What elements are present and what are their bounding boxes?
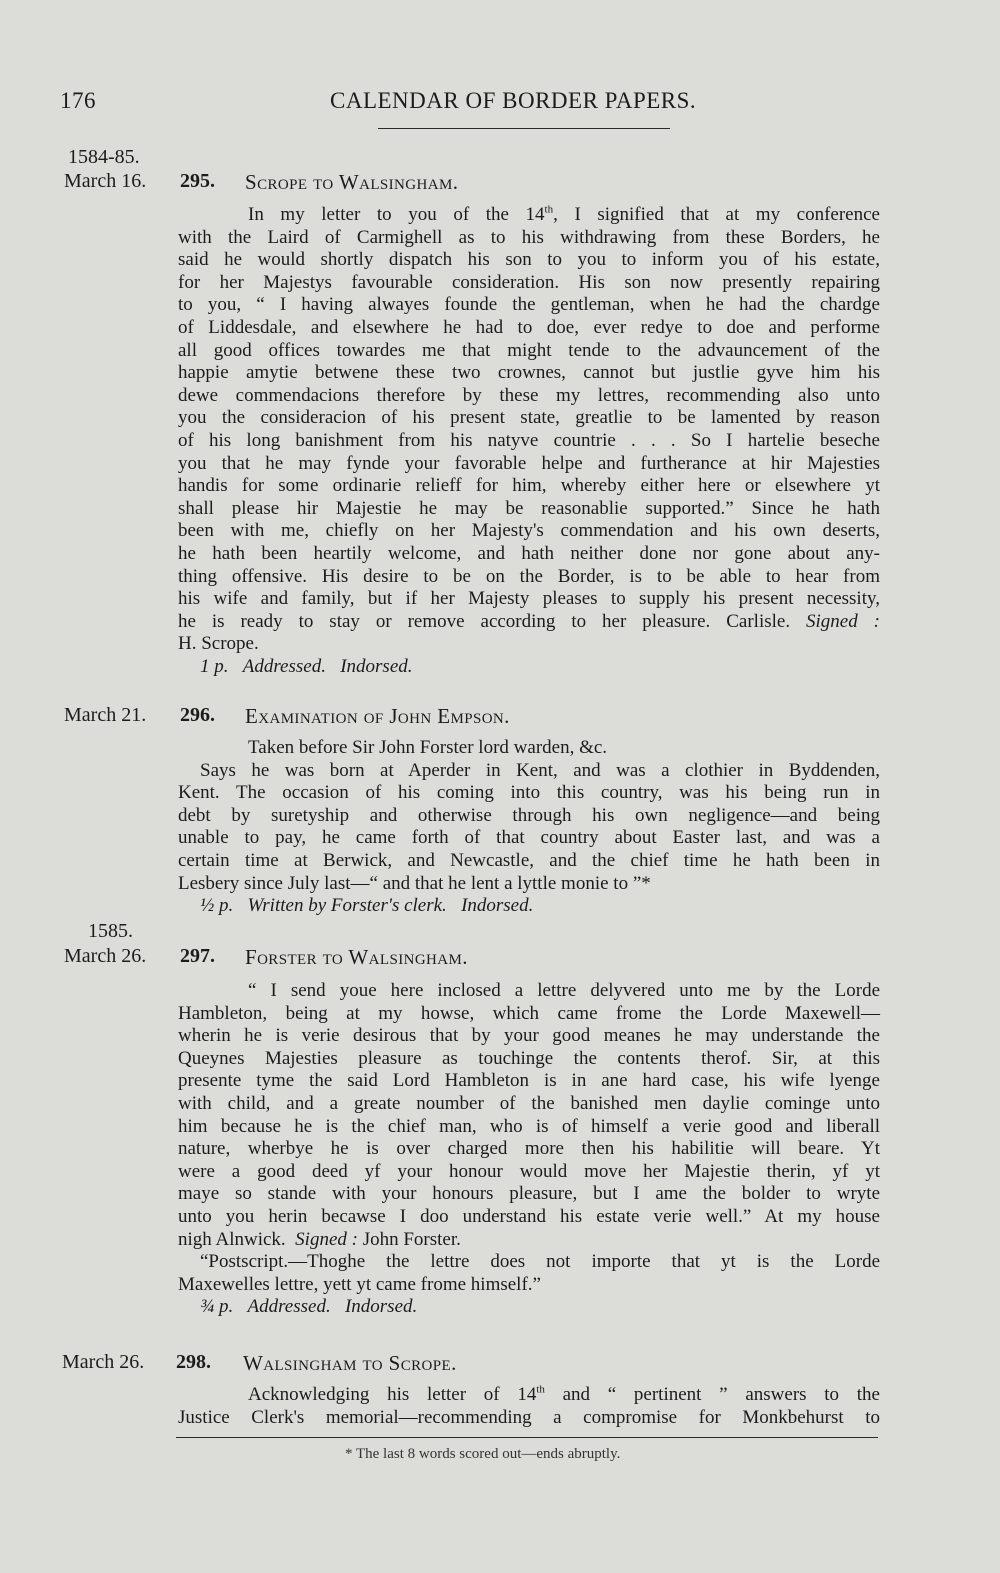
text-line: him because he is the chief man, who is of himself a verie good and liberall (178, 1115, 880, 1137)
text-line: wherin he is verie desirous that by your good meanes he may understande the (178, 1025, 880, 1047)
text-line: maye so stande with your honours pleasure, but I ame the bolder to wryte (178, 1183, 880, 1205)
text-line: Says he was born at Aperder in Kent, and was a clothier in Byddenden, (200, 759, 880, 781)
text-line: debt by suretyship and otherwise through his own negligence—and being (178, 804, 880, 826)
entry-number: 297. (180, 945, 215, 967)
entry-meta (178, 1296, 880, 1319)
footnote: * The last 8 words scored out—ends abruptly. (345, 1446, 621, 1462)
entry-title: Forster to Walsingham. (245, 945, 468, 969)
text-line: happie amytie betwene these two crownes, cannot but justlie gyve him his (178, 362, 880, 384)
text-line: shall please hir Majestie he may be reasonablie supported.” Since he hath (178, 497, 880, 519)
signed-label: Signed : (806, 610, 881, 632)
entry-body (178, 1384, 880, 1429)
text-line: he hath been heartily welcome, and hath neither done nor gone about any- (178, 542, 880, 564)
meta-note: Written by Forster's clerk. (247, 895, 447, 917)
meta-size: ¾ p. (200, 1296, 234, 1318)
meta-note: Indorsed. (340, 655, 413, 677)
entry-date: March 21. (64, 704, 147, 726)
text-line: Queynes Majesties pleasure as touchinge the contents therof. Sir, at this (178, 1047, 880, 1069)
text-line: with child, and a greate noumber of the banished men daylie cominge unto (178, 1092, 880, 1114)
text-line: unable to pay, he came forth of that country about Easter last, and was a (178, 827, 880, 849)
text-line: of his long banishment from his natyve countrie . . . So I hartelie beseche (178, 429, 880, 451)
text-line: you the consideracion of his present state, greatlie to be lamented by reason (178, 407, 880, 429)
entry-title: Walsingham to Scrope. (243, 1351, 457, 1375)
entry-meta (178, 895, 880, 918)
text-line: nature, wherbye he is over charged more then his habilitie will beare. Yt (178, 1138, 880, 1160)
page-number: 176 (60, 88, 96, 113)
text-line: certain time at Berwick, and Newcastle, and the chief time he hath been in (178, 849, 880, 871)
meta-note: Addressed. (247, 1296, 331, 1318)
entry-year: 1585. (88, 920, 133, 942)
text-line: H. Scrope. (178, 633, 259, 655)
text-line: all good offices towardes me that might tende to the advauncement of the (178, 339, 880, 361)
entry-number: 296. (180, 704, 215, 726)
meta-size: ½ p. (200, 895, 234, 917)
text-line: been with me, chiefly on her Majesty's commendation and his own deserts, (178, 520, 880, 542)
text-line: he is ready to stay or remove according to her pleasure. Carlisle. Signed : (178, 610, 881, 632)
entry-date: March 26. (62, 1351, 145, 1373)
text-line: Hambleton, being at my howse, which came frome the Lorde Maxewell— (178, 1002, 880, 1024)
text-line: his wife and family, but if her Majesty pleases to supply his present necessity, (178, 588, 880, 610)
meta-note: Addressed. (242, 655, 326, 677)
text-line: for her Majestys favourable consideration. His son now presently repairing (178, 271, 880, 293)
entry-title: Scrope to Walsingham. (245, 170, 459, 194)
text-line: of Liddesdale, and elsewhere he had to doe, ever redye to doe and performe (178, 316, 880, 338)
entry-date: March 16. (64, 170, 147, 192)
entry-date: March 26. (64, 945, 147, 967)
header-rule (378, 128, 670, 129)
signed-label: Signed : (295, 1228, 358, 1250)
entry-body (178, 737, 880, 918)
text-line: In my letter to you of the 14th, I signified that at my conference (248, 203, 880, 225)
meta-note: Indorsed. (344, 1296, 418, 1318)
text-line: thing offensive. His desire to be on the Border, is to be able to hear from (178, 565, 880, 587)
text-line: Acknowledging his letter of 14th and “ pertinent ” answers to the (248, 1383, 880, 1405)
entry-meta (178, 656, 880, 679)
entry-body (178, 204, 880, 678)
meta-note: Indorsed. (461, 895, 534, 917)
text-line: nigh Alnwick. Signed : John Forster. (178, 1228, 461, 1250)
running-title: CALENDAR OF BORDER PAPERS. (330, 88, 697, 113)
text-line: Lesbery since July last—“ and that he lent a lyttle monie to ”* (178, 872, 651, 894)
entry-year: 1584-85. (68, 146, 140, 168)
text-line: you that he may fynde your favorable helpe and furtherance at hir Majesties (178, 452, 880, 474)
text-line: were a good deed yf your honour would move her Majestie therin, yf yt (178, 1160, 880, 1182)
entry-body (178, 980, 880, 1319)
text-line: Justice Clerk's memorial—recommending a compromise for Monkbehurst to (178, 1406, 880, 1428)
text-line: unto you herin becawse I doo understand his estate verie well.” At my house (178, 1205, 880, 1227)
text-line: said he would shortly dispatch his son to you to inform you of his estate, (178, 249, 880, 271)
text-line: dewe commendacions therefore by these my lettres, recommending also unto (178, 384, 880, 406)
entry-number: 295. (180, 170, 215, 192)
entry-number: 298. (176, 1351, 211, 1373)
footnote-rule (176, 1437, 878, 1438)
text-line: with the Laird of Carmighell as to his withdrawing from these Borders, he (178, 226, 880, 248)
text-line: “Postscript.—Thoghe the lettre does not importe that yt is the Lorde (200, 1251, 880, 1273)
text-line: Taken before Sir John Forster lord warden, &c. (248, 737, 608, 758)
text-line: Kent. The occasion of his coming into this country, was his being run in (178, 782, 880, 804)
text-line: to you, “ I having alwayes founde the gentleman, when he had the chardge (178, 294, 880, 316)
text-line: “ I send youe here inclosed a lettre delyvered unto me by the Lorde (248, 980, 880, 1001)
text-line: handis for some ordinarie relieff for him, whereby either here or elsewhere yt (178, 475, 880, 497)
entry-title: Examination of John Empson. (245, 704, 510, 728)
text-line: presente tyme the said Lord Hambleton is in ane hard case, his wife lyenge (178, 1070, 880, 1092)
text-line: Maxewelles lettre, yett yt came frome himself.” (178, 1273, 541, 1295)
meta-size: 1 p. (200, 655, 229, 677)
